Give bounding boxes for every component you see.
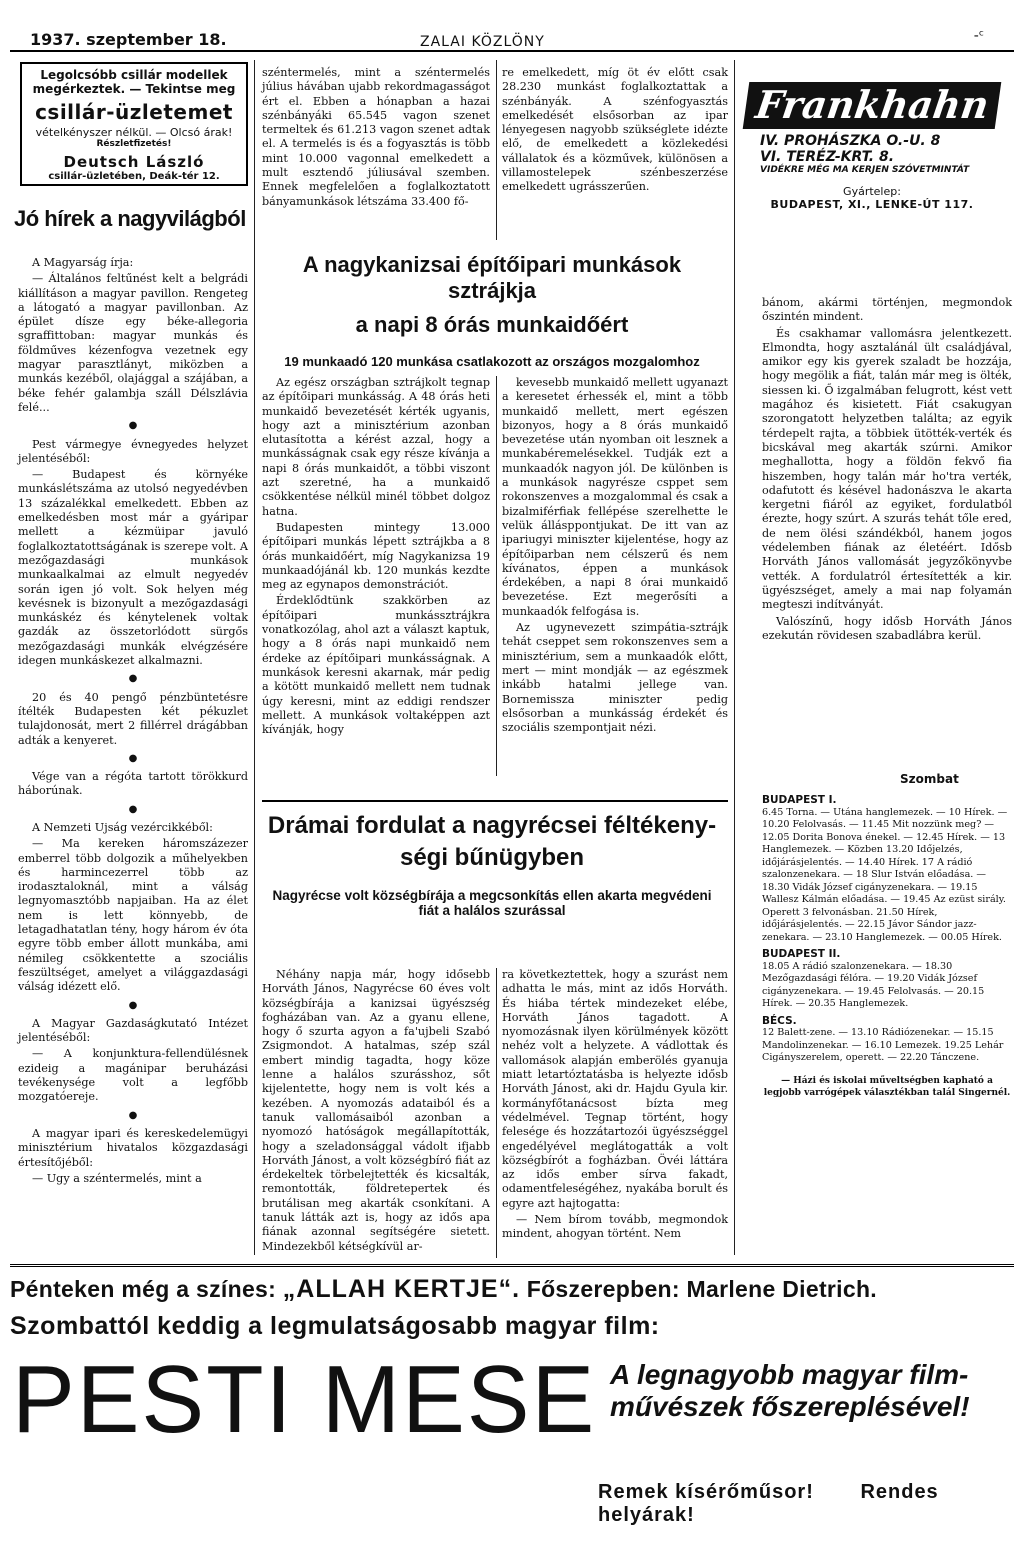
schedule-city: BÉCS.: [762, 1014, 797, 1027]
tagline-line-2: művészek főszereplésével!: [610, 1391, 970, 1422]
paragraph: — Nem bírom tovább, megmondok mindent, ahogyan történt. Nem: [502, 1213, 728, 1241]
column-2-middle: [262, 376, 490, 739]
paragraph: Valószínű, hogy idősb Horváth János ezekután rövidesen szabadlábra kerül.: [762, 614, 1012, 642]
column-3-bottom: [502, 968, 728, 1244]
paragraph: ra következtettek, hogy a szurást nem adhatta le más, mint az idős Horváth. És hiába tértek mindezeket elébe, Horváth János tagadott. A nyomozásnak ilyen körülmények között nehéz volt a helyzete. A vádlottak és vallomások alapján emberölés gyanuja miatt letartóztatásba is helyezte idősb Horváth Jánost, aki dr. Hajdu Gyula kir. kormányfőtanácsost bízta meg védelmével. Tegnap történt, hogy felesége és hozzátartozói ügyészséggel engedélyével meglátogatták a volt községbírót a fogházban. Övéi láttára az idős ember sírva fakadt, odamentfeleségéhez, nyakába borult és egyre azt hajtogatta:: [502, 968, 728, 1210]
ad-line-1: Legolcsóbb csillár modellek megérkeztek. — Tekintse meg: [32, 68, 236, 96]
subheadline: 19 munkaadó 120 munkása csatlakozott az országos mozgalomhoz: [284, 354, 700, 369]
paragraph: re emelkedett, míg öt év előtt csak 28.230 munkást foglalkoztattak a szénbányák. A szénfogyasztás emelkedését elsősorban az ipar lényegesen nagyobb szükséglete idézte elő, de emelkedett a közlekedési vállalatok és a közművek, különösen a villamostelepek szénbeszerzése emelkedett ugrásszerűen.: [502, 66, 728, 194]
ad-rule: [10, 1264, 1014, 1267]
film-tagline: [610, 1359, 970, 1423]
chandelier-ad: [20, 62, 248, 186]
newspaper-title: ZALAI KÖZLÖNY: [420, 34, 545, 50]
cinema-ad: [10, 1275, 1014, 1527]
film-title-1: „ALLAH KERTJE“.: [282, 1275, 521, 1303]
paragraph: A Nemzeti Ujság vezércikkéből:: [32, 820, 213, 834]
column-2-top: [262, 66, 490, 211]
paragraph: A Magyarság írja:: [32, 256, 134, 269]
subheadline: Nagyrécse volt községbírája a megcsonkítás ellen akarta megvédeni fiát a halálos szurással: [272, 888, 712, 918]
paragraph: Pest vármegye évnegyedes helyzet jelentéséből:: [18, 437, 248, 465]
column-divider: [496, 376, 497, 776]
headline-line-1: A nagykanizsai építőipari munkások sztrájkja: [302, 252, 682, 303]
paragraph: Vége van a régóta tartott törökkurd háborúnak.: [18, 770, 248, 798]
paragraph: És csakhamar vallomásra jelentkezett. Elmondta, hogy asztalánál ült családjával, amikor egy kis gyerek szaladt be hozzája, hogy megölik a fiát, talán már meg is ölték, siessen ki. Ő izgalmában felugrott, kést vett magához és kisietett. Fiát csakugyan szorongatott helyzetben találta; az egyik térdepelt rajta, a többiek ütötték-verték és bicskával meg akarták szúrni. Amikor meghallotta, hogy a földön fekvő fia hiszemben, hogy talán már ho'tra verték, odafutott és késével hadonászva le akarta kergetni fiáról az egyiket, fordulatból érezte, hogy szúrt. A szurás tehát tőle ered, de nem ölési szándékból, hanem jogos védelemben fiának az életéért. Idősb Horváth János vallomását jegyzőkönyvbe vették. A fordulatról értesítették a kir. ügyészséget, amely a mai nap folyamán megteszi indítványát.: [762, 326, 1012, 612]
issue-date: 1937. szeptember 18.: [30, 30, 227, 49]
factory-address: BUDAPEST, XI., LENKE-ÚT 117.: [770, 198, 974, 211]
paragraph: Az egész országban sztrájkolt tegnap az építőipari munkásság. A 48 órás heti munkaidő bevezetését kérték ugyanis, hogy azt a minisztérium azonban elutasította a kérést azzal, hogy a munkásságnak csak egy része kívánja a napi 8 órás munkaidőt, a többi viszont azt szeretné, ha a munkaidő csökkentése nélkül minél többet dolgoz hatna.: [262, 376, 490, 518]
header-rule: [10, 50, 1014, 52]
paragraph: — A konjunktura-fellendülésnek ezideig a magánipar beruházási tevékenysége volt a legfőbb mozgatóereje.: [18, 1047, 248, 1104]
column-4: [762, 296, 1012, 645]
column-divider: [496, 968, 497, 1258]
page-header: [10, 28, 1014, 50]
ad-line-4: Részletfizetés!: [96, 139, 172, 149]
ad-line-3: vételkényszer nélkül. — Olcsó árak!: [35, 126, 233, 139]
schedule-text: 12 Balett-zene. — 13.10 Rádiózenekar. — 15.15 Mandolinzenekar. — 16.10 Lemezek. 19.25 Lehár Cigányszerelem, operett. — 22.20 Tánczene.: [762, 1027, 1004, 1063]
ad-name: Deutsch László: [63, 153, 205, 171]
separator-dot: ●: [128, 803, 138, 815]
paragraph: Budapesten mintegy 13.000 építőipari munkás lépett sztrájkba a 8 órás munkaidőért, míg Nagykanizsa 19 munkaadójánál kb. 120 munkás kezdte meg az egynapos demonstrációt.: [262, 520, 490, 592]
film-title-block: [10, 1346, 1014, 1471]
headline-line-2: a napi 8 órás munkaidőért: [355, 312, 629, 337]
paragraph: Érdeklődtünk szakkörben az építőipari munkássztrájkra vonatkozólag, ahol azt a választ kaptuk, hogy a 8 órás napi munkaidő nem érdeke az építőipari munkásságnak. A munkások keresni akarnak, már pedig a kötött munkaidő mellett nem tudnak úgy keresni, mint az eddigi rendszer mellett. A munkások voltaképpen azt kívánják, hogy: [262, 594, 490, 737]
paragraph: széntermelés, mint a széntermelés július hávában ujabb rekordmagasságot ért el. Ebben a hónapban a hazai szénbányáki 65.545 vagon szenet termeltek és 61.213 vagon szenet adtak el. A termelés is és a fogyasztás is több mint 10.000 vagonnal emelkedett a mult esztendő júliusával szemben. Ennek megfelelően a foglalkoztatott bányamunkások létszáma 33.400 fő-: [262, 66, 490, 208]
paragraph: bánom, akármi történjen, megmondok őszintén mindent.: [762, 296, 1012, 324]
schedule-title: Szombat: [900, 772, 959, 786]
schedule-text: 18.05 A rádió szalonzenekara. — 18.30 Mezőgazdasági félóra. — 19.20 Vidák József cigányzenekara. — 19.45 Felolvasás. — 20.15 Hírek. — 20.35 Hanglemezek.: [762, 960, 985, 1009]
paragraph: Néhány napja már, hogy idősebb Horváth János, Nagyrécse 60 éves volt községbírája a kanizsai ügyészség fogházában van. Az a gyanu ellene, hogy ő szurta agyon a fa'ujbeli Szabó Zsigmondot. A hatalmas, szép szál embert mindig tagadta, hogy köze lenne a halálos szurásshoz, sőt kijelentette, hogy nem is volt kés a kezében. A nyomozás adataiból és a tanuk vallomásaiból azonban a nyomozó hatóságok megállapították, hogy a szeladonsággal vádolt ifjabb Horváth Jánost, a volt községbíró fiát az érdekeltek törbelejtették és kicsalták, remontották, földretepertek és brutálisan meg akarták csonkítani. A tanuk látták azt is, hogy az idős apa fiának azonnal segítségére sietett. Mindezekből kétségkívül ar-: [262, 968, 490, 1253]
frankhahn-ad: [738, 82, 1006, 292]
radio-schedule: [762, 790, 1012, 1100]
section-rule: [262, 800, 728, 802]
ad-address: csillár-üzletében, Deák-tér 12.: [48, 171, 220, 182]
footnote-right: Rendes helyárak!: [598, 1481, 939, 1526]
saturday-line: Szombattól keddig a legmulatságosabb magyar film:: [10, 1312, 660, 1340]
brand-logo: Frankhahn: [742, 82, 1001, 129]
separator-dot: ●: [128, 999, 138, 1011]
ad-slogan: VIDÉKRE MÉG MA KERJEN SZÓVETMINTÁT: [760, 165, 970, 175]
separator-dot: ●: [128, 752, 138, 764]
column-divider: [254, 60, 255, 1255]
column-divider: [496, 60, 497, 240]
film-title-2: PESTI MESE: [12, 1346, 597, 1453]
column-3-middle: [502, 376, 728, 737]
paragraph: 20 és 40 pengő pénzbüntetésre ítélték Budapesten két pékuzlet tulajdonosát, mert 2 fillérrel drágábban adták a kenyeret.: [18, 690, 248, 747]
headline-line-2: ségi bűnügyben: [399, 844, 584, 871]
column-1: [18, 256, 248, 1188]
separator-dot: ●: [128, 1109, 138, 1121]
friday-suffix: Főszerepben: Marlene Dietrich.: [526, 1276, 877, 1302]
address-2: VI. TERÉZ-KRT. 8.: [760, 149, 895, 165]
cinema-footnote: [10, 1481, 1014, 1527]
paragraph: — Ma kereken háromszázezer emberrel több dolgozik a műhelyekben és harmincezerrel több az irodasztaloknál, mint a válság legnyomasztóbb napjaiban. Ha az élet nem is lett könnyebb, de letagadhatatlan tény, hogy három év óta egyre több ember állott munkába, ami némileg csökkentette a szociális feszültséget, amelyet a világgazdasági válság idézett elő.: [18, 837, 248, 994]
paragraph: — Ugy a széntermelés, mint a: [32, 1171, 202, 1185]
singer-ad: — Házi és iskolai műveltségben kapható a legjobb varrógépek választékban talál Singernél.: [763, 1075, 1011, 1098]
ad-headline: csillár-üzletemet: [35, 100, 233, 124]
paragraph: — Általános feltűnést kelt a belgrádi kiállításon a magyar pavillon. Rengeteg a látogató a magyar pavillonban. Az épület dísze egy béke-allegoria sgraffittoban: magyar munkás és földműves kézenfogva vezetnek egy magyar parasztlányt, miközben a munkás kezéből, olajággal a szájában, a béke fehér galambja száll Délszlávia felé...: [18, 272, 248, 414]
schedule-text: 6.45 Torna. — Utána hanglemezek. — 10 Hírek. — 10.20 Felolvasás. — 11.45 Mit nozzünk meg? — 12.05 Dorita Bonova énekel. — 12.45 Hírek. — 13 Hanglemezek. — Közben 13.20 Időjelzés, időjárásjelentés. — 14.40 Hírek. 17 A rádió szalonzenekara. — 18 Slur István előadása. — 18.30 Vidák József cigányzenekara. — 19.15 Wallesz Kálmán előadása. — 19.45 Az ezüst sirály. Operett 3 felvonásban. 21.50 Hírek, időjárásjelentés. — 22.15 Jávor Sándor jazz-zenekara. — 23.10 Hanglemezek. — 00.05 Hírek.: [762, 806, 1008, 943]
headline-strike: [262, 252, 722, 369]
friday-prefix: Pénteken még a színes:: [10, 1276, 277, 1302]
footnote-left: Remek kísérőműsor!: [598, 1481, 814, 1503]
friday-line: [10, 1275, 1014, 1304]
separator-dot: ●: [128, 673, 138, 685]
page-mark: -ᶜ: [973, 28, 984, 44]
paragraph: kevesebb munkaidő mellett ugyanazt a keresetet érhessék el, mint a több munkaidő mellett, mert egészen bizonyos, hogy a 8 órás munkaidő bevezetése után nyomban oit lesznek a munkabéremelésekkel. Tudják ezt a munkaadók nagyon jól. De különben is a munkások nagyrésze csppet sem rokonszenves a mozgalommal és csak a bizalmiférfiak fellépése szerelhette le velük állásppontjukat. De itt van az ipariugyi miniszter kijelentése, hogy az építőiparban nem célszerű és nem kívánatos, éppen a munkások érdekében, a napi 8 órai munkaidő bevezetése. Ezt megerősíti a munkaadók felfogása is.: [502, 376, 728, 618]
column-2-bottom: [262, 968, 490, 1256]
factory-label: Gyártelep:: [843, 185, 901, 198]
paragraph: Az ugynevezett szimpátia-sztrájk tehát cseppet sem rokonszenves sem a minisztérium, sem a munkaadók előtt, mert — mint mondják — az egészmek inkább hatalmi jellege van. Bornemissza miniszter pedig elsősorban a munkásság érdekét és szociális szempontjait nézi.: [502, 621, 728, 735]
headline-line-1: Drámai fordulat a nagyrécsei féltékeny-: [267, 812, 717, 839]
schedule-city: BUDAPEST I.: [762, 794, 837, 806]
separator-dot: ●: [128, 420, 138, 432]
column-3-top: [502, 66, 728, 197]
tagline-line-1: A legnagyobb magyar film-: [610, 1359, 969, 1390]
paragraph: A magyar ipari és kereskedelemügyi minisztérium hivatalos közgazdasági értesítőjéből:: [18, 1126, 248, 1169]
left-section-heading: Jó hírek a nagyvilágból: [14, 206, 246, 231]
schedule-city: BUDAPEST II.: [762, 948, 841, 960]
paragraph: A Magyar Gazdaságkutató Intézet jelentéséből:: [18, 1016, 248, 1045]
address-1: IV. PROHÁSZKA O.-U. 8: [760, 133, 941, 149]
headline-crime: [262, 812, 722, 918]
paragraph: — Budapest és környéke munkáslétszáma az utolsó negyedévben 13 százalékkal emelkedett. Ebben az emelkedésben most már a gyáripar mellett a kézmüipar javuló foglalkoztatottságának is szerepe volt. A mezőgazdasági munkások munkaalkalmai az elmult negyedév során igen jó volt. Sok helyen még kevésnek is bizonyult a mezőgazdasági munkáskéz és kénytelenek voltak gazdák az összetorlódott sürgős mezőgazdasági munkák elvégzésére idegen munkáskezet alkalmazni.: [18, 468, 248, 668]
column-divider: [734, 60, 735, 1255]
